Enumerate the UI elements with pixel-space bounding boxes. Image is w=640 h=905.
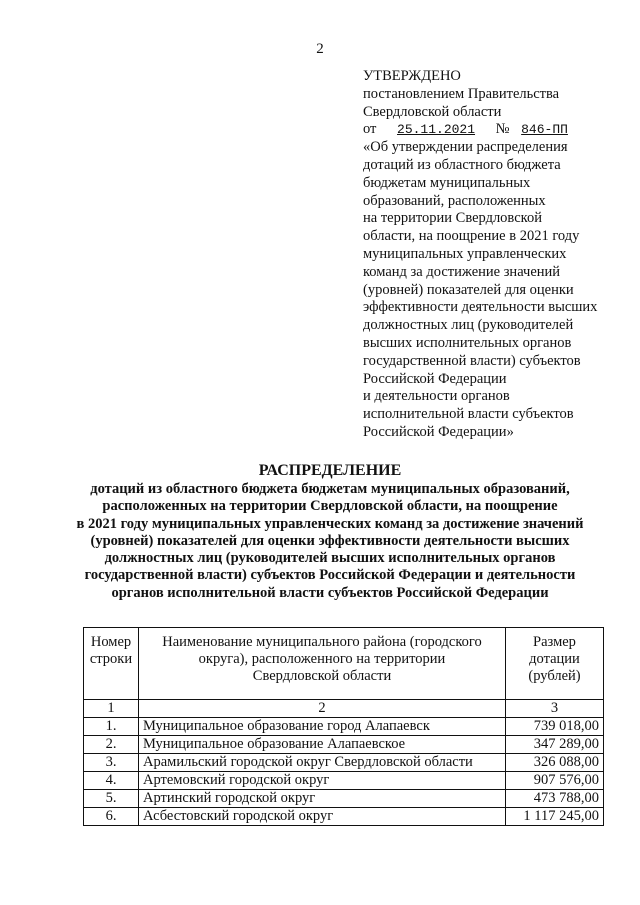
row-number: 5. [84,790,139,808]
row-number: 3. [84,754,139,772]
approval-subject-line: Российской Федерации» [363,423,514,440]
approval-line-1: постановлением Правительства [363,85,560,102]
document-title-block [40,460,620,602]
approval-subject-line: бюджетам муниципальных [363,174,531,191]
municipality-name: Муниципальное образование город Алапаевск [139,718,506,736]
municipality-name: Артемовский городской округ [139,772,506,790]
approval-subject-line: Российской Федерации [363,370,507,387]
approval-subject-line: «Об утверждении распределения [363,139,568,156]
page-number: 2 [316,41,324,57]
approval-subject-line: образований, расположенных [363,192,546,209]
column-number: 1 [84,700,139,718]
subtitle-line: должностных лиц (руководителей высших исполнительных органов [104,550,556,567]
subtitle-line: (уровней) показателей для оценки эффективности деятельности высших [90,532,570,549]
number-prefix: № [495,121,510,138]
subsidy-amount: 326 088,00 [506,754,604,772]
subsidy-amount: 907 576,00 [506,772,604,790]
header-municipality-name: Наименование муниципального района (городского округа), расположенного на территории Свердловской области [139,628,506,700]
row-number: 2. [84,736,139,754]
subsidy-amount: 1 117 245,00 [506,808,604,826]
subtitle-line: государственной власти) субъектов Российской Федерации и деятельности [84,567,576,584]
header-subsidy-amount: Размер дотации (рублей) [506,628,604,700]
subtitle-line: дотаций из областного бюджета бюджетам муниципальных образований, [90,481,570,497]
approval-subject-line: области, на поощрение в 2021 году [363,228,580,245]
table-body [84,718,604,826]
distribution-table [83,627,604,826]
approval-date: 25.11.2021 [397,122,476,138]
approval-subject-line: муниципальных управленческих [363,245,567,262]
table-row [84,736,604,754]
document-subtitle [40,481,620,602]
row-number: 4. [84,772,139,790]
table-header-row [84,628,604,700]
municipality-name: Муниципальное образование Алапаевское [139,736,506,754]
table-row [84,718,604,736]
column-number: 2 [139,700,506,718]
subtitle-line: органов исполнительной власти субъектов Российской Федерации [111,584,549,601]
row-number: 1. [84,718,139,736]
document-title: РАСПРЕДЕЛЕНИЕ [258,462,402,479]
approval-subject-line: должностных лиц (руководителей [363,317,574,334]
approval-date-line [363,121,625,139]
subsidy-amount: 739 018,00 [506,718,604,736]
column-number-row [84,700,604,718]
approval-subject [363,139,625,442]
table-row [84,808,604,826]
approval-subject-line: и деятельности органов [363,388,510,405]
approval-line-2: Свердловской области [363,103,502,120]
municipality-name: Асбестовский городской округ [139,808,506,826]
approval-subject-line: команд за достижение значений [363,263,561,280]
header-row-number: Номер строки [84,628,139,700]
approval-subject-line: дотаций из областного бюджета [363,156,561,173]
approval-subject-line: высших исполнительных органов [363,334,572,351]
subsidy-amount: 473 788,00 [506,790,604,808]
approval-heading: УТВЕРЖДЕНО [363,68,461,84]
approval-subject-line: на территории Свердловской [363,210,542,227]
table-row [84,790,604,808]
subtitle-line: расположенных на территории Свердловской области, на поощрение [102,498,558,515]
approval-subject-line: исполнительной власти субъектов [363,406,574,423]
approval-number: 846-ПП [521,122,568,138]
approval-subject-line: (уровней) показателей для оценки [363,281,574,298]
municipality-name: Арамильский городской округ Свердловской области [139,754,506,772]
municipality-name: Артинский городской округ [139,790,506,808]
subtitle-line: в 2021 году муниципальных управленческих команд за достижение значений [76,515,584,532]
row-number: 6. [84,808,139,826]
date-prefix: от [363,121,377,138]
approval-stamp [363,68,625,442]
approval-subject-line: эффективности деятельности высших [363,299,598,316]
table-row [84,754,604,772]
subsidy-amount: 347 289,00 [506,736,604,754]
approval-subject-line: государственной власти) субъектов [363,352,581,369]
column-number: 3 [506,700,604,718]
table-row [84,772,604,790]
